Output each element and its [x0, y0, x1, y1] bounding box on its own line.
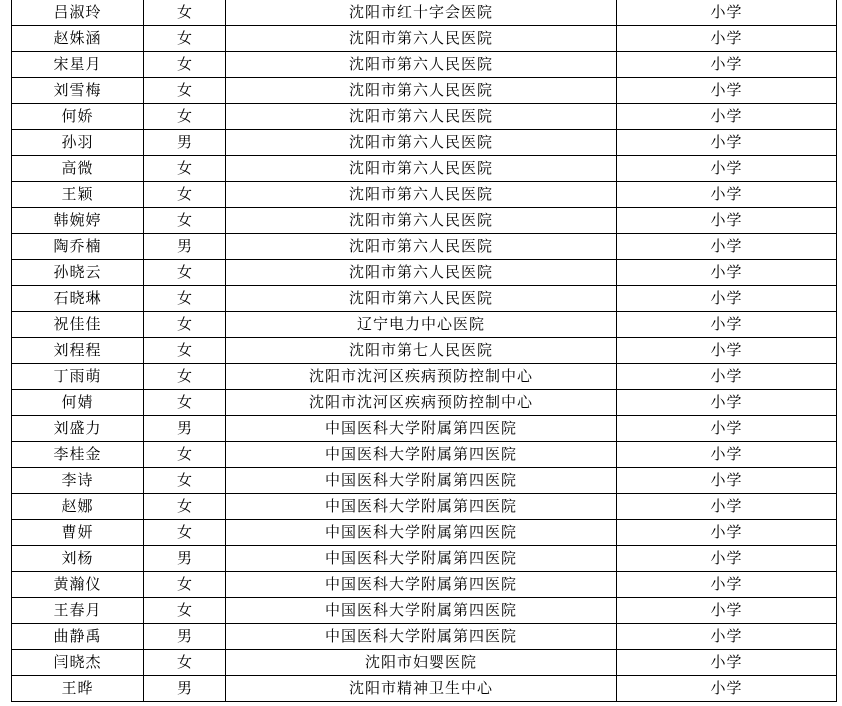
cell-education[interactable]: 小学: [617, 338, 837, 364]
table-row: [12, 26, 837, 52]
cell-name[interactable]: 祝佳佳: [12, 312, 144, 338]
cell-unit[interactable]: 沈阳市沈河区疾病预防控制中心: [226, 390, 617, 416]
cell-name[interactable]: 王春月: [12, 598, 144, 624]
cell-unit[interactable]: 中国医科大学附属第四医院: [226, 572, 617, 598]
cell-name[interactable]: 曹妍: [12, 520, 144, 546]
cell-education[interactable]: 小学: [617, 468, 837, 494]
table-row: [12, 208, 837, 234]
cell-unit[interactable]: 辽宁电力中心医院: [226, 312, 617, 338]
cell-unit[interactable]: 沈阳市第六人民医院: [226, 234, 617, 260]
cell-gender[interactable]: 女: [144, 0, 226, 26]
cell-education[interactable]: 小学: [617, 182, 837, 208]
cell-gender[interactable]: 女: [144, 260, 226, 286]
cell-unit[interactable]: 沈阳市第六人民医院: [226, 130, 617, 156]
cell-unit[interactable]: 中国医科大学附属第四医院: [226, 416, 617, 442]
table-row: [12, 312, 837, 338]
cell-gender[interactable]: 女: [144, 390, 226, 416]
table-row: [12, 442, 837, 468]
cell-gender[interactable]: 女: [144, 520, 226, 546]
cell-gender[interactable]: 女: [144, 286, 226, 312]
cell-education[interactable]: 小学: [617, 598, 837, 624]
cell-gender[interactable]: 女: [144, 650, 226, 676]
table-row: [12, 156, 837, 182]
cell-name[interactable]: 赵娜: [12, 494, 144, 520]
cell-gender[interactable]: 女: [144, 208, 226, 234]
cell-unit[interactable]: 沈阳市第六人民医院: [226, 208, 617, 234]
cell-education[interactable]: 小学: [617, 624, 837, 650]
cell-name[interactable]: 刘盛力: [12, 416, 144, 442]
cell-gender[interactable]: 男: [144, 676, 226, 702]
cell-education[interactable]: 小学: [617, 364, 837, 390]
cell-unit[interactable]: 沈阳市第六人民医院: [226, 104, 617, 130]
cell-gender[interactable]: 女: [144, 52, 226, 78]
cell-gender[interactable]: 女: [144, 312, 226, 338]
cell-name[interactable]: 王颖: [12, 182, 144, 208]
cell-name[interactable]: 王晔: [12, 676, 144, 702]
table-row: [12, 260, 837, 286]
cell-name[interactable]: 曲静禹: [12, 624, 144, 650]
data-table: [11, 0, 837, 702]
cell-name[interactable]: 陶乔楠: [12, 234, 144, 260]
cell-name[interactable]: 孙羽: [12, 130, 144, 156]
cell-name[interactable]: 刘程程: [12, 338, 144, 364]
table-row: [12, 598, 837, 624]
cell-gender[interactable]: 女: [144, 468, 226, 494]
cell-education[interactable]: 小学: [617, 104, 837, 130]
cell-unit[interactable]: 沈阳市第六人民医院: [226, 78, 617, 104]
table-row: [12, 416, 837, 442]
cell-name[interactable]: 刘雪梅: [12, 78, 144, 104]
cell-education[interactable]: 小学: [617, 494, 837, 520]
cell-unit[interactable]: 中国医科大学附属第四医院: [226, 546, 617, 572]
cell-unit[interactable]: 沈阳市第六人民医院: [226, 260, 617, 286]
cell-unit[interactable]: 中国医科大学附属第四医院: [226, 598, 617, 624]
cell-unit[interactable]: 中国医科大学附属第四医院: [226, 494, 617, 520]
cell-unit[interactable]: 沈阳市第六人民医院: [226, 52, 617, 78]
table-row: [12, 52, 837, 78]
table-row: [12, 130, 837, 156]
cell-gender[interactable]: 女: [144, 338, 226, 364]
cell-name[interactable]: 何娇: [12, 104, 144, 130]
table-row: [12, 494, 837, 520]
cell-education[interactable]: 小学: [617, 572, 837, 598]
cell-gender[interactable]: 男: [144, 234, 226, 260]
cell-name[interactable]: 李诗: [12, 468, 144, 494]
cell-gender[interactable]: 女: [144, 182, 226, 208]
cell-unit[interactable]: 中国医科大学附属第四医院: [226, 520, 617, 546]
cell-gender[interactable]: 女: [144, 572, 226, 598]
cell-gender[interactable]: 女: [144, 494, 226, 520]
cell-education[interactable]: 小学: [617, 130, 837, 156]
cell-name[interactable]: 丁雨萌: [12, 364, 144, 390]
cell-education[interactable]: 小学: [617, 0, 837, 26]
table-row: [12, 468, 837, 494]
cell-education[interactable]: 小学: [617, 442, 837, 468]
cell-education[interactable]: 小学: [617, 26, 837, 52]
cell-name[interactable]: 吕淑玲: [12, 0, 144, 26]
cell-unit[interactable]: 沈阳市第六人民医院: [226, 26, 617, 52]
cell-education[interactable]: 小学: [617, 390, 837, 416]
cell-education[interactable]: 小学: [617, 208, 837, 234]
cell-unit[interactable]: 沈阳市沈河区疾病预防控制中心: [226, 364, 617, 390]
cell-unit[interactable]: 沈阳市第七人民医院: [226, 338, 617, 364]
cell-unit[interactable]: 中国医科大学附属第四医院: [226, 442, 617, 468]
cell-gender[interactable]: 女: [144, 598, 226, 624]
cell-gender[interactable]: 女: [144, 442, 226, 468]
cell-name[interactable]: 何婧: [12, 390, 144, 416]
cell-name[interactable]: 孙晓云: [12, 260, 144, 286]
cell-education[interactable]: 小学: [617, 650, 837, 676]
cell-unit[interactable]: 沈阳市第六人民医院: [226, 286, 617, 312]
table-row: [12, 676, 837, 702]
cell-education[interactable]: 小学: [617, 546, 837, 572]
cell-education[interactable]: 小学: [617, 78, 837, 104]
cell-gender[interactable]: 男: [144, 130, 226, 156]
cell-unit[interactable]: 沈阳市精神卫生中心: [226, 676, 617, 702]
cell-education[interactable]: 小学: [617, 52, 837, 78]
cell-gender[interactable]: 女: [144, 26, 226, 52]
table-row: [12, 286, 837, 312]
cell-gender[interactable]: 男: [144, 416, 226, 442]
cell-name[interactable]: 黄瀚仪: [12, 572, 144, 598]
cell-education[interactable]: 小学: [617, 286, 837, 312]
table-row: [12, 390, 837, 416]
cell-name[interactable]: 韩婉婷: [12, 208, 144, 234]
table-row: [12, 520, 837, 546]
cell-education[interactable]: 小学: [617, 156, 837, 182]
cell-education[interactable]: 小学: [617, 312, 837, 338]
table-row: [12, 182, 837, 208]
cell-name[interactable]: 刘杨: [12, 546, 144, 572]
cell-gender[interactable]: 女: [144, 78, 226, 104]
table-row: [12, 234, 837, 260]
table-row: [12, 650, 837, 676]
table-row: [12, 572, 837, 598]
cell-name[interactable]: 赵姝涵: [12, 26, 144, 52]
cell-education[interactable]: 小学: [617, 676, 837, 702]
table-row: [12, 104, 837, 130]
cell-name[interactable]: 高微: [12, 156, 144, 182]
cell-education[interactable]: 小学: [617, 260, 837, 286]
cell-unit[interactable]: 沈阳市妇婴医院: [226, 650, 617, 676]
cell-gender[interactable]: 女: [144, 156, 226, 182]
cell-unit[interactable]: 沈阳市第六人民医院: [226, 182, 617, 208]
cell-gender[interactable]: 女: [144, 104, 226, 130]
cell-unit[interactable]: 沈阳市红十字会医院: [226, 0, 617, 26]
table-body: [12, 0, 837, 702]
cell-name[interactable]: 石晓琳: [12, 286, 144, 312]
table-row: [12, 546, 837, 572]
table-row: [12, 338, 837, 364]
cell-name[interactable]: 宋星月: [12, 52, 144, 78]
cell-gender[interactable]: 女: [144, 364, 226, 390]
table-row: [12, 364, 837, 390]
cell-unit[interactable]: 中国医科大学附属第四医院: [226, 468, 617, 494]
cell-name[interactable]: 闫晓杰: [12, 650, 144, 676]
cell-education[interactable]: 小学: [617, 234, 837, 260]
table-row: [12, 78, 837, 104]
cell-gender[interactable]: 男: [144, 546, 226, 572]
table-row: [12, 0, 837, 26]
cell-name[interactable]: 李桂金: [12, 442, 144, 468]
cell-gender[interactable]: 男: [144, 624, 226, 650]
table-row: [12, 624, 837, 650]
cell-education[interactable]: 小学: [617, 416, 837, 442]
cell-unit[interactable]: 中国医科大学附属第四医院: [226, 624, 617, 650]
cell-education[interactable]: 小学: [617, 520, 837, 546]
cell-unit[interactable]: 沈阳市第六人民医院: [226, 156, 617, 182]
